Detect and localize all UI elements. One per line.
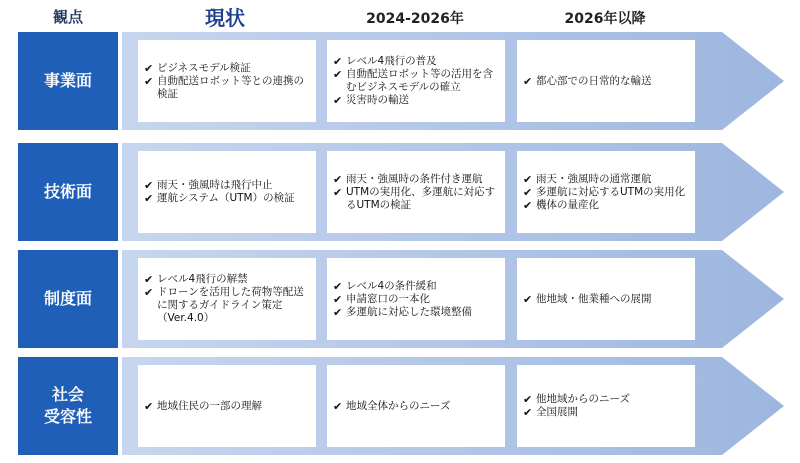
checklist-item (523, 406, 689, 419)
check-icon: ✔ (523, 74, 533, 88)
checklist-item (523, 173, 689, 186)
checklist-item (144, 179, 310, 192)
check-icon: ✔ (333, 185, 343, 199)
checklist-item (144, 192, 310, 205)
check-icon: ✔ (333, 68, 343, 81)
checklist-text: レベル4飛行の普及 (346, 55, 437, 67)
checklist-text: 多運航に対応するUTMの実用化 (536, 185, 686, 198)
header-current: 現状 (205, 6, 245, 30)
header-2024-2026: 2024-2026年 (366, 11, 464, 27)
checklist-text: 都心部での日常的な輸送 (536, 74, 652, 87)
checklist-text: 災害時の輸送 (346, 94, 409, 106)
check-icon: ✔ (144, 399, 154, 413)
check-icon: ✔ (523, 393, 533, 406)
timeline-arrow-band (122, 357, 784, 455)
checklist-item (144, 400, 310, 413)
check-icon: ✔ (144, 286, 154, 299)
header-after-2026: 2026年以降 (564, 11, 646, 27)
checklist-item (144, 273, 310, 286)
checklist-text: 雨天・強風時の条件付き運航 (346, 172, 483, 185)
checklist-text: 機体の量産化 (536, 198, 599, 211)
timeline-arrow-band (122, 250, 784, 348)
checklist-text: レベル4の条件緩和 (346, 279, 437, 292)
checklist-text: UTMの実用化、多運航に対応するUTMの検証 (346, 185, 496, 211)
check-icon: ✔ (333, 94, 343, 107)
checklist-item (333, 400, 499, 413)
row-label-business: 事業面 (18, 32, 118, 130)
roadmap-cell (138, 40, 316, 122)
checklist-text: 他地域・他業種への展開 (536, 292, 652, 305)
row-label-social-acceptance: 社会 受容性 (18, 357, 118, 455)
check-icon: ✔ (523, 292, 533, 306)
checklist-text: ビジネスモデル検証 (157, 61, 251, 74)
roadmap-cell (327, 365, 505, 447)
check-icon: ✔ (144, 61, 154, 75)
checklist-item (333, 173, 499, 186)
checklist-item (523, 393, 689, 406)
checklist-text: 全国展開 (536, 406, 578, 418)
roadmap-cell (517, 365, 695, 447)
check-icon: ✔ (333, 279, 343, 293)
roadmap-cell (138, 151, 316, 233)
checklist-text: 地域住民の一部の理解 (157, 399, 262, 412)
checklist-item (333, 306, 499, 319)
checklist-item (523, 199, 689, 212)
checklist-item (144, 62, 310, 75)
timeline-arrow-band (122, 32, 784, 130)
checklist-item (333, 55, 499, 68)
checklist-text: 申請窓口の一本化 (346, 292, 430, 305)
roadmap-cell (327, 258, 505, 340)
checklist-item (333, 68, 499, 94)
check-icon: ✔ (144, 273, 154, 286)
check-icon: ✔ (144, 179, 154, 192)
check-icon: ✔ (523, 185, 533, 199)
checklist-item (523, 186, 689, 199)
check-icon: ✔ (333, 55, 343, 68)
check-icon: ✔ (144, 192, 154, 205)
checklist-text: 自動配送ロボット等との連携の検証 (157, 74, 304, 100)
roadmap-cell (138, 258, 316, 340)
check-icon: ✔ (333, 399, 343, 413)
checklist-text: 自動配送ロボット等の活用を含むビジネスモデルの確立 (346, 68, 493, 93)
roadmap-cell (517, 40, 695, 122)
checklist-item (144, 75, 310, 101)
timeline-arrow-band (122, 143, 784, 241)
roadmap-cell (138, 365, 316, 447)
check-icon: ✔ (333, 292, 343, 306)
roadmap-cell (327, 151, 505, 233)
check-icon: ✔ (523, 406, 533, 419)
checklist-item (333, 186, 499, 212)
row-label-regulation: 制度面 (18, 250, 118, 348)
checklist-text: 多運航に対応した環境整備 (346, 305, 472, 318)
roadmap-cell (517, 151, 695, 233)
check-icon: ✔ (523, 172, 533, 186)
check-icon: ✔ (333, 305, 343, 319)
roadmap-cell (517, 258, 695, 340)
header-aspect: 観点 (52, 8, 83, 26)
checklist-item (333, 94, 499, 107)
roadmap-cell (327, 40, 505, 122)
checklist-item (333, 293, 499, 306)
check-icon: ✔ (333, 172, 343, 186)
checklist-text: 他地域からのニーズ (536, 393, 630, 405)
checklist-item (333, 280, 499, 293)
row-label-technology: 技術面 (18, 143, 118, 241)
checklist-text: 地域全体からのニーズ (346, 399, 451, 412)
checklist-text: 雨天・強風時は飛行中止 (157, 179, 273, 191)
check-icon: ✔ (144, 74, 154, 88)
checklist-item (144, 286, 310, 325)
checklist-text: 運航システム（UTM）の検証 (157, 192, 295, 204)
checklist-text: 雨天・強風時の通常運航 (536, 172, 652, 185)
checklist-item (523, 75, 689, 88)
checklist-text: ドローンを活用した荷物等配送に関するガイドライン策定（Ver.4.0） (157, 286, 304, 324)
check-icon: ✔ (523, 198, 533, 212)
checklist-item (523, 293, 689, 306)
checklist-text: レベル4飛行の解禁 (157, 273, 248, 285)
